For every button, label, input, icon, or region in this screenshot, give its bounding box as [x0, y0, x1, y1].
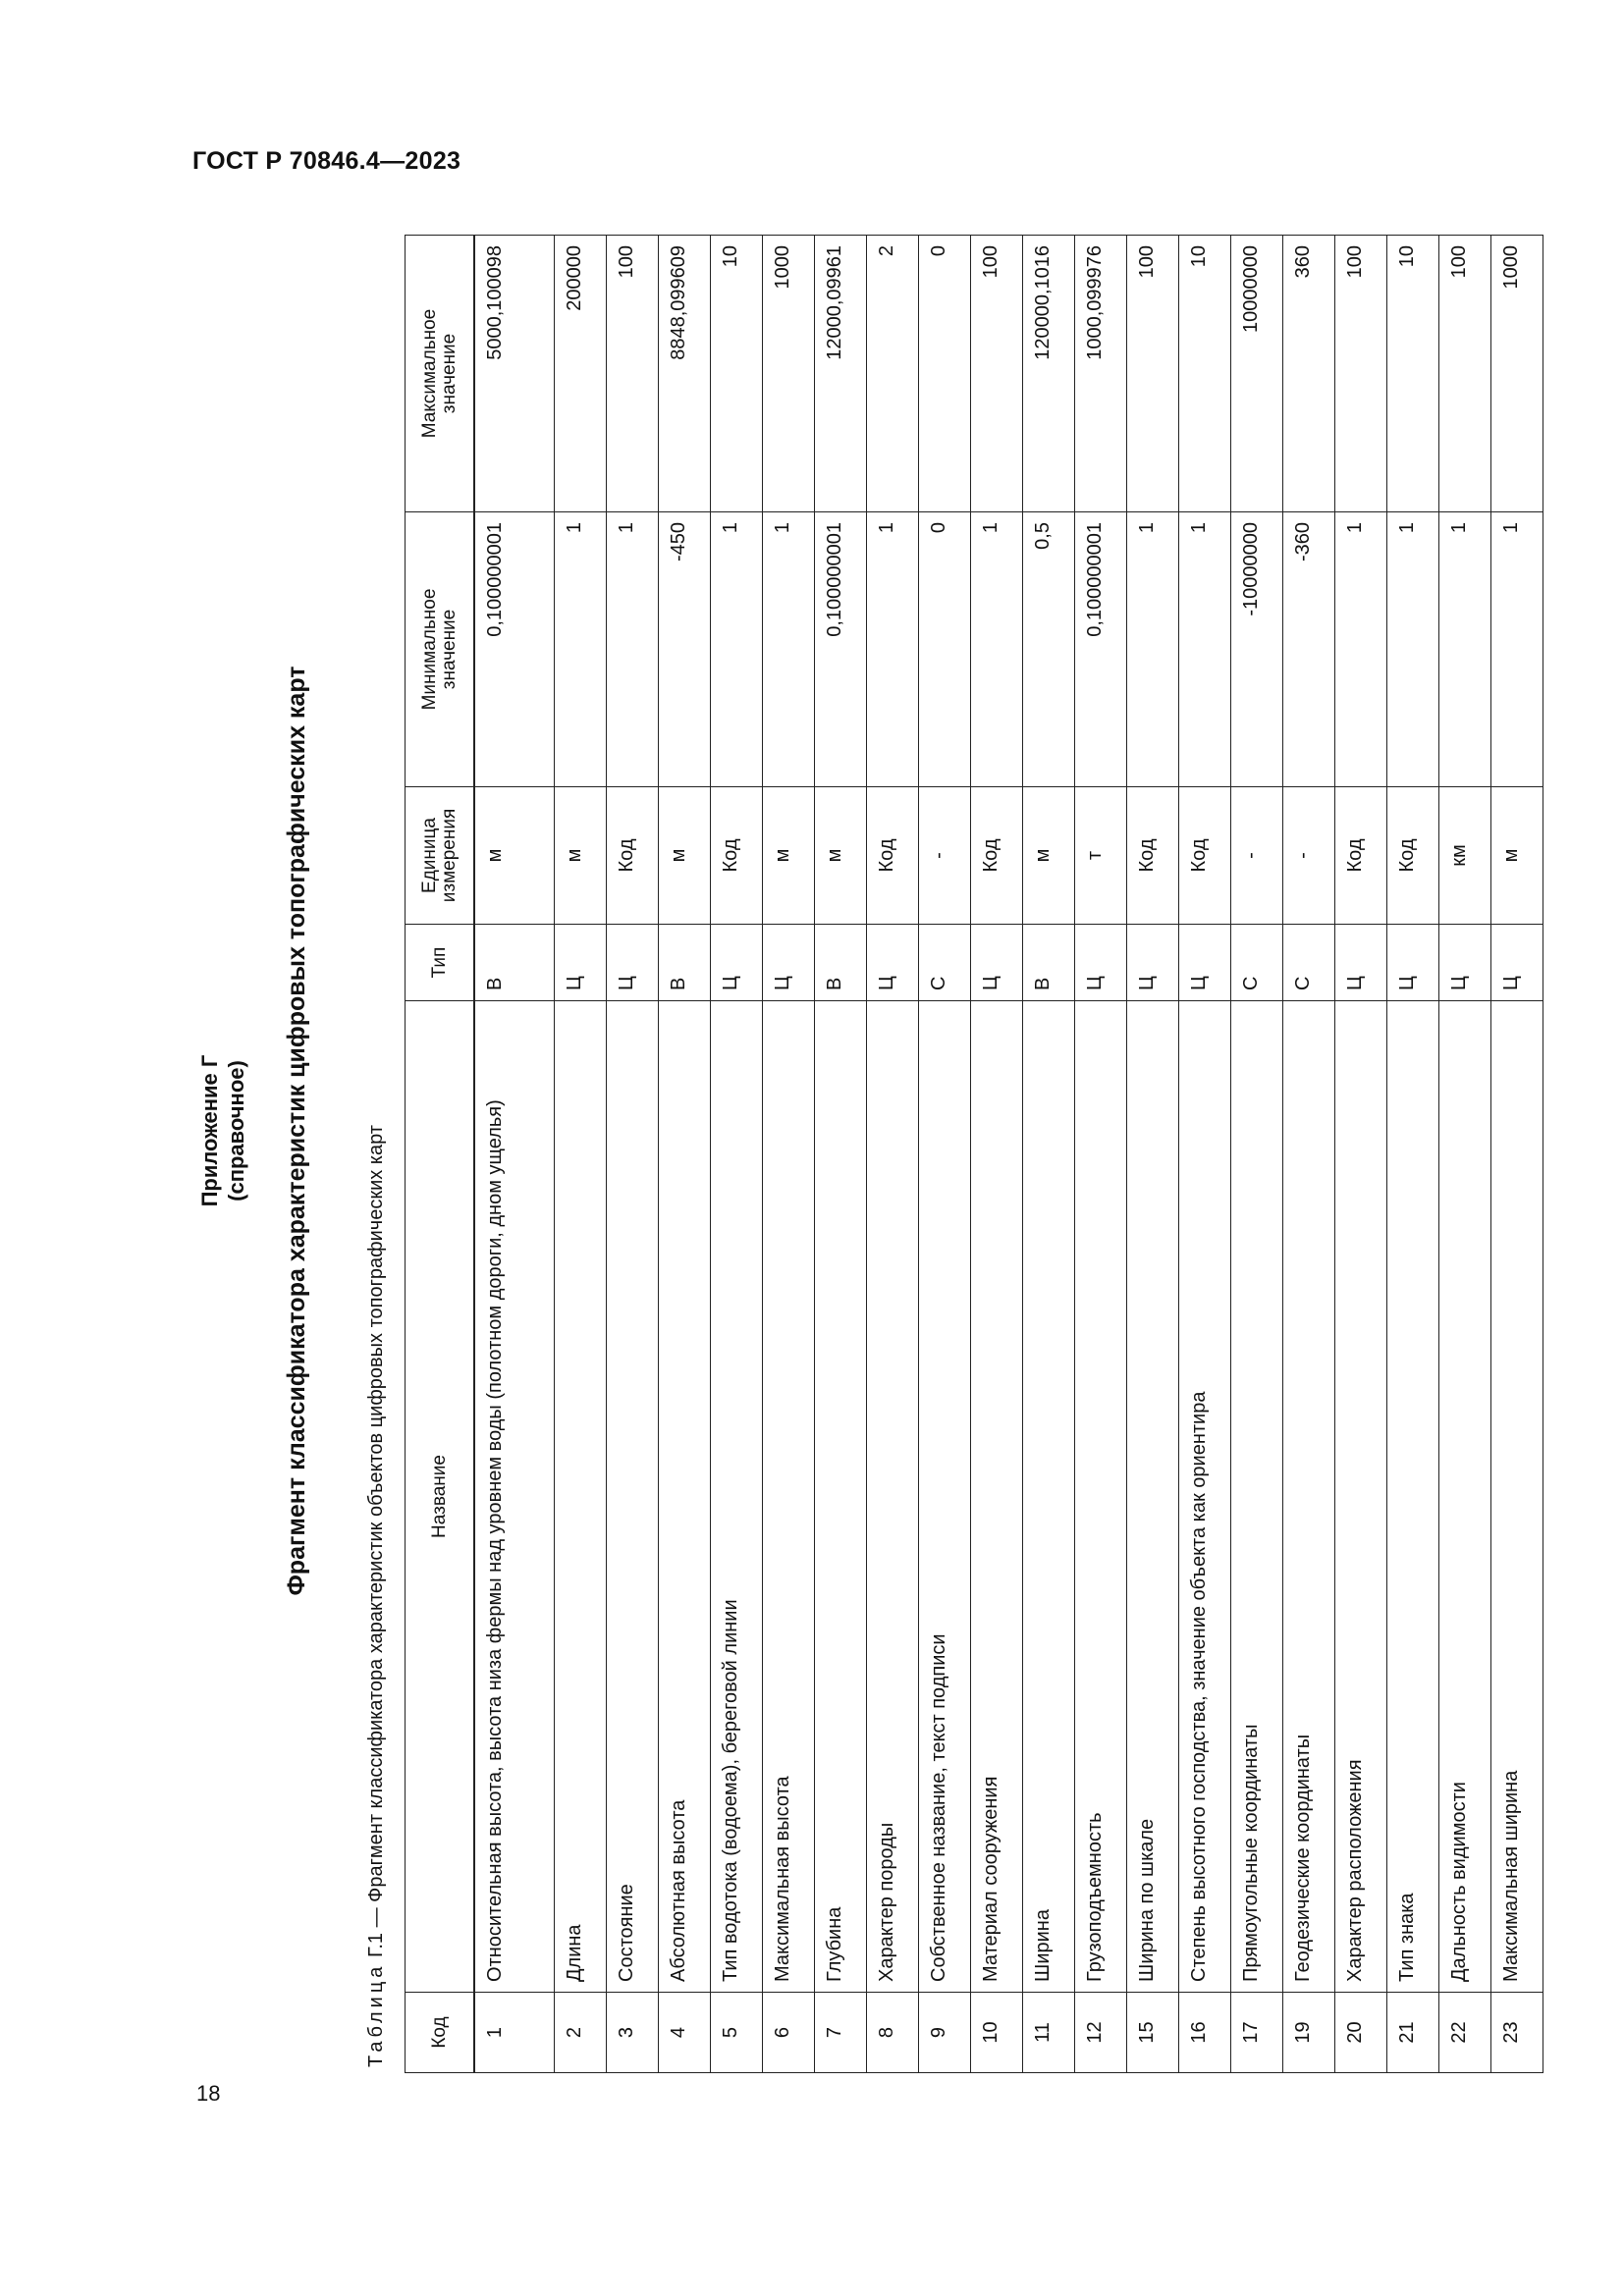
cell-max: 12000,09961	[815, 236, 867, 512]
cell-name: Абсолютная высота	[659, 1001, 711, 1993]
cell-min: 1	[1491, 512, 1543, 787]
table-row	[1231, 236, 1283, 2073]
table-header-row	[406, 236, 475, 2073]
cell-type: Ц	[555, 925, 607, 1001]
cell-name: Тип водотока (водоема), береговой линии	[711, 1001, 763, 1993]
cell-unit: Код	[711, 787, 763, 925]
cell-type: С	[919, 925, 971, 1001]
appendix-title: Приложение Г	[197, 1054, 222, 1207]
cell-code: 7	[815, 1993, 867, 2073]
table-row	[607, 236, 659, 2073]
header-min-line2: значение	[438, 609, 460, 690]
cell-min: 0,100000001	[474, 512, 555, 787]
table-row	[1023, 236, 1075, 2073]
cell-max: 8848,099609	[659, 236, 711, 512]
cell-max: 360	[1283, 236, 1335, 512]
cell-code: 17	[1231, 1993, 1283, 2073]
document-header: ГОСТ Р 70846.4—2023	[192, 147, 461, 175]
table-row	[867, 236, 919, 2073]
cell-unit: -	[919, 787, 971, 925]
cell-name: Степень высотного господства, значение объекта как ориентира	[1179, 1001, 1231, 1993]
cell-type: Ц	[1127, 925, 1179, 1001]
cell-name: Геодезические координаты	[1283, 1001, 1335, 1993]
cell-name: Грузоподъемность	[1075, 1001, 1127, 1993]
cell-max: 10	[1179, 236, 1231, 512]
appendix-heading	[196, 188, 249, 2073]
cell-code: 15	[1127, 1993, 1179, 2073]
cell-name: Прямоугольные координаты	[1231, 1001, 1283, 1993]
cell-name: Максимальная высота	[763, 1001, 815, 1993]
cell-min: -10000000	[1231, 512, 1283, 787]
cell-type: В	[474, 925, 555, 1001]
cell-name: Ширина по шкале	[1127, 1001, 1179, 1993]
cell-type: В	[1023, 925, 1075, 1001]
cell-min: 1	[711, 512, 763, 787]
cell-min: 0,100000001	[1075, 512, 1127, 787]
cell-unit: м	[763, 787, 815, 925]
cell-code: 21	[1387, 1993, 1439, 2073]
cell-max: 100	[1439, 236, 1491, 512]
table-row	[1335, 236, 1387, 2073]
header-max-line2: значение	[438, 333, 460, 414]
cell-max: 1000,099976	[1075, 236, 1127, 512]
cell-code: 19	[1283, 1993, 1335, 2073]
cell-min: 0,100000001	[815, 512, 867, 787]
cell-max: 10000000	[1231, 236, 1283, 512]
classifier-table	[405, 235, 1543, 2073]
cell-type: Ц	[1491, 925, 1543, 1001]
table-row	[1491, 236, 1543, 2073]
cell-min: 1	[1387, 512, 1439, 787]
cell-unit: м	[659, 787, 711, 925]
cell-code: 4	[659, 1993, 711, 2073]
table-row	[815, 236, 867, 2073]
cell-unit: Код	[1335, 787, 1387, 925]
cell-max: 200000	[555, 236, 607, 512]
cell-min: 0,5	[1023, 512, 1075, 787]
cell-max: 1000	[763, 236, 815, 512]
cell-name: Максимальная ширина	[1491, 1001, 1543, 1993]
header-type: Тип	[406, 925, 475, 1001]
cell-type: В	[815, 925, 867, 1001]
cell-min: 1	[1439, 512, 1491, 787]
header-max	[406, 236, 475, 512]
table-label: Таблица	[365, 1962, 387, 2067]
cell-name: Собственное название, текст подписи	[919, 1001, 971, 1993]
cell-name: Глубина	[815, 1001, 867, 1993]
cell-code: 16	[1179, 1993, 1231, 2073]
cell-unit: -	[1283, 787, 1335, 925]
cell-name: Ширина	[1023, 1001, 1075, 1993]
cell-code: 23	[1491, 1993, 1543, 2073]
cell-type: Ц	[763, 925, 815, 1001]
table-caption	[365, 1125, 388, 2067]
cell-code: 1	[474, 1993, 555, 2073]
cell-type: С	[1283, 925, 1335, 1001]
page-number: 18	[196, 2081, 221, 2106]
cell-name: Длина	[555, 1001, 607, 1993]
table-row	[1283, 236, 1335, 2073]
cell-type: В	[659, 925, 711, 1001]
table-number: Г.1	[365, 1932, 387, 1958]
cell-type: Ц	[867, 925, 919, 1001]
cell-code: 11	[1023, 1993, 1075, 2073]
cell-min: 1	[607, 512, 659, 787]
cell-unit: Код	[971, 787, 1023, 925]
cell-type: Ц	[1387, 925, 1439, 1001]
cell-type: Ц	[971, 925, 1023, 1001]
cell-unit: Код	[867, 787, 919, 925]
cell-unit: Код	[1387, 787, 1439, 925]
table-caption-text: — Фрагмент классификатора характеристик объектов цифровых топографических карт	[365, 1125, 387, 1928]
cell-name: Дальность видимости	[1439, 1001, 1491, 1993]
cell-unit: Код	[1127, 787, 1179, 925]
cell-code: 22	[1439, 1993, 1491, 2073]
cell-code: 20	[1335, 1993, 1387, 2073]
cell-unit: м	[1023, 787, 1075, 925]
cell-min: 1	[1179, 512, 1231, 787]
header-unit-line1: Единица	[418, 818, 440, 893]
cell-unit: м	[1491, 787, 1543, 925]
cell-name: Состояние	[607, 1001, 659, 1993]
cell-name: Тип знака	[1387, 1001, 1439, 1993]
cell-max: 100	[971, 236, 1023, 512]
cell-max: 10	[711, 236, 763, 512]
cell-unit: м	[474, 787, 555, 925]
header-code: Код	[406, 1993, 475, 2073]
header-unit	[406, 787, 475, 925]
cell-unit: км	[1439, 787, 1491, 925]
cell-max: 5000,100098	[474, 236, 555, 512]
cell-code: 9	[919, 1993, 971, 2073]
cell-type: Ц	[607, 925, 659, 1001]
cell-code: 12	[1075, 1993, 1127, 2073]
cell-max: 10	[1387, 236, 1439, 512]
table-row	[659, 236, 711, 2073]
cell-min: -450	[659, 512, 711, 787]
cell-max: 100	[1127, 236, 1179, 512]
cell-min: 1	[971, 512, 1023, 787]
cell-type: Ц	[1179, 925, 1231, 1001]
table-row	[971, 236, 1023, 2073]
cell-min: 1	[1335, 512, 1387, 787]
cell-unit: м	[555, 787, 607, 925]
table-row	[1127, 236, 1179, 2073]
cell-min: 0	[919, 512, 971, 787]
cell-type: Ц	[1075, 925, 1127, 1001]
table-row	[1179, 236, 1231, 2073]
table-row	[1075, 236, 1127, 2073]
cell-name: Характер породы	[867, 1001, 919, 1993]
table-row	[919, 236, 971, 2073]
header-max-line1: Максимальное	[418, 308, 440, 439]
header-min	[406, 512, 475, 787]
cell-min: 1	[555, 512, 607, 787]
cell-name: Относительная высота, высота низа фермы над уровнем воды (полотном дороги, дном ущелья)	[474, 1001, 555, 1993]
cell-unit: т	[1075, 787, 1127, 925]
table-row	[763, 236, 815, 2073]
cell-name: Характер расположения	[1335, 1001, 1387, 1993]
cell-code: 5	[711, 1993, 763, 2073]
cell-unit: Код	[1179, 787, 1231, 925]
table-row	[555, 236, 607, 2073]
cell-max: 0	[919, 236, 971, 512]
header-unit-line2: измерения	[438, 808, 460, 903]
table-row	[711, 236, 763, 2073]
cell-max: 2	[867, 236, 919, 512]
cell-code: 10	[971, 1993, 1023, 2073]
cell-code: 6	[763, 1993, 815, 2073]
cell-unit: -	[1231, 787, 1283, 925]
header-min-line1: Минимальное	[418, 588, 440, 711]
cell-unit: м	[815, 787, 867, 925]
cell-name: Материал сооружения	[971, 1001, 1023, 1993]
cell-type: Ц	[1439, 925, 1491, 1001]
cell-code: 8	[867, 1993, 919, 2073]
table-row	[1439, 236, 1491, 2073]
rotated-page-content	[196, 188, 1522, 2073]
table-row	[474, 236, 555, 2073]
cell-max: 100	[607, 236, 659, 512]
cell-type: С	[1231, 925, 1283, 1001]
cell-min: 1	[1127, 512, 1179, 787]
cell-code: 2	[555, 1993, 607, 2073]
cell-max: 120000,1016	[1023, 236, 1075, 512]
section-title: Фрагмент классификатора характеристик цифровых топографических карт	[283, 666, 310, 1596]
cell-code: 3	[607, 1993, 659, 2073]
cell-type: Ц	[1335, 925, 1387, 1001]
cell-min: 1	[763, 512, 815, 787]
cell-min: -360	[1283, 512, 1335, 787]
cell-max: 100	[1335, 236, 1387, 512]
cell-min: 1	[867, 512, 919, 787]
cell-unit: Код	[607, 787, 659, 925]
cell-max: 1000	[1491, 236, 1543, 512]
table-row	[1387, 236, 1439, 2073]
header-name: Название	[406, 1001, 475, 1993]
cell-type: Ц	[711, 925, 763, 1001]
appendix-type: (справочное)	[224, 1060, 248, 1201]
